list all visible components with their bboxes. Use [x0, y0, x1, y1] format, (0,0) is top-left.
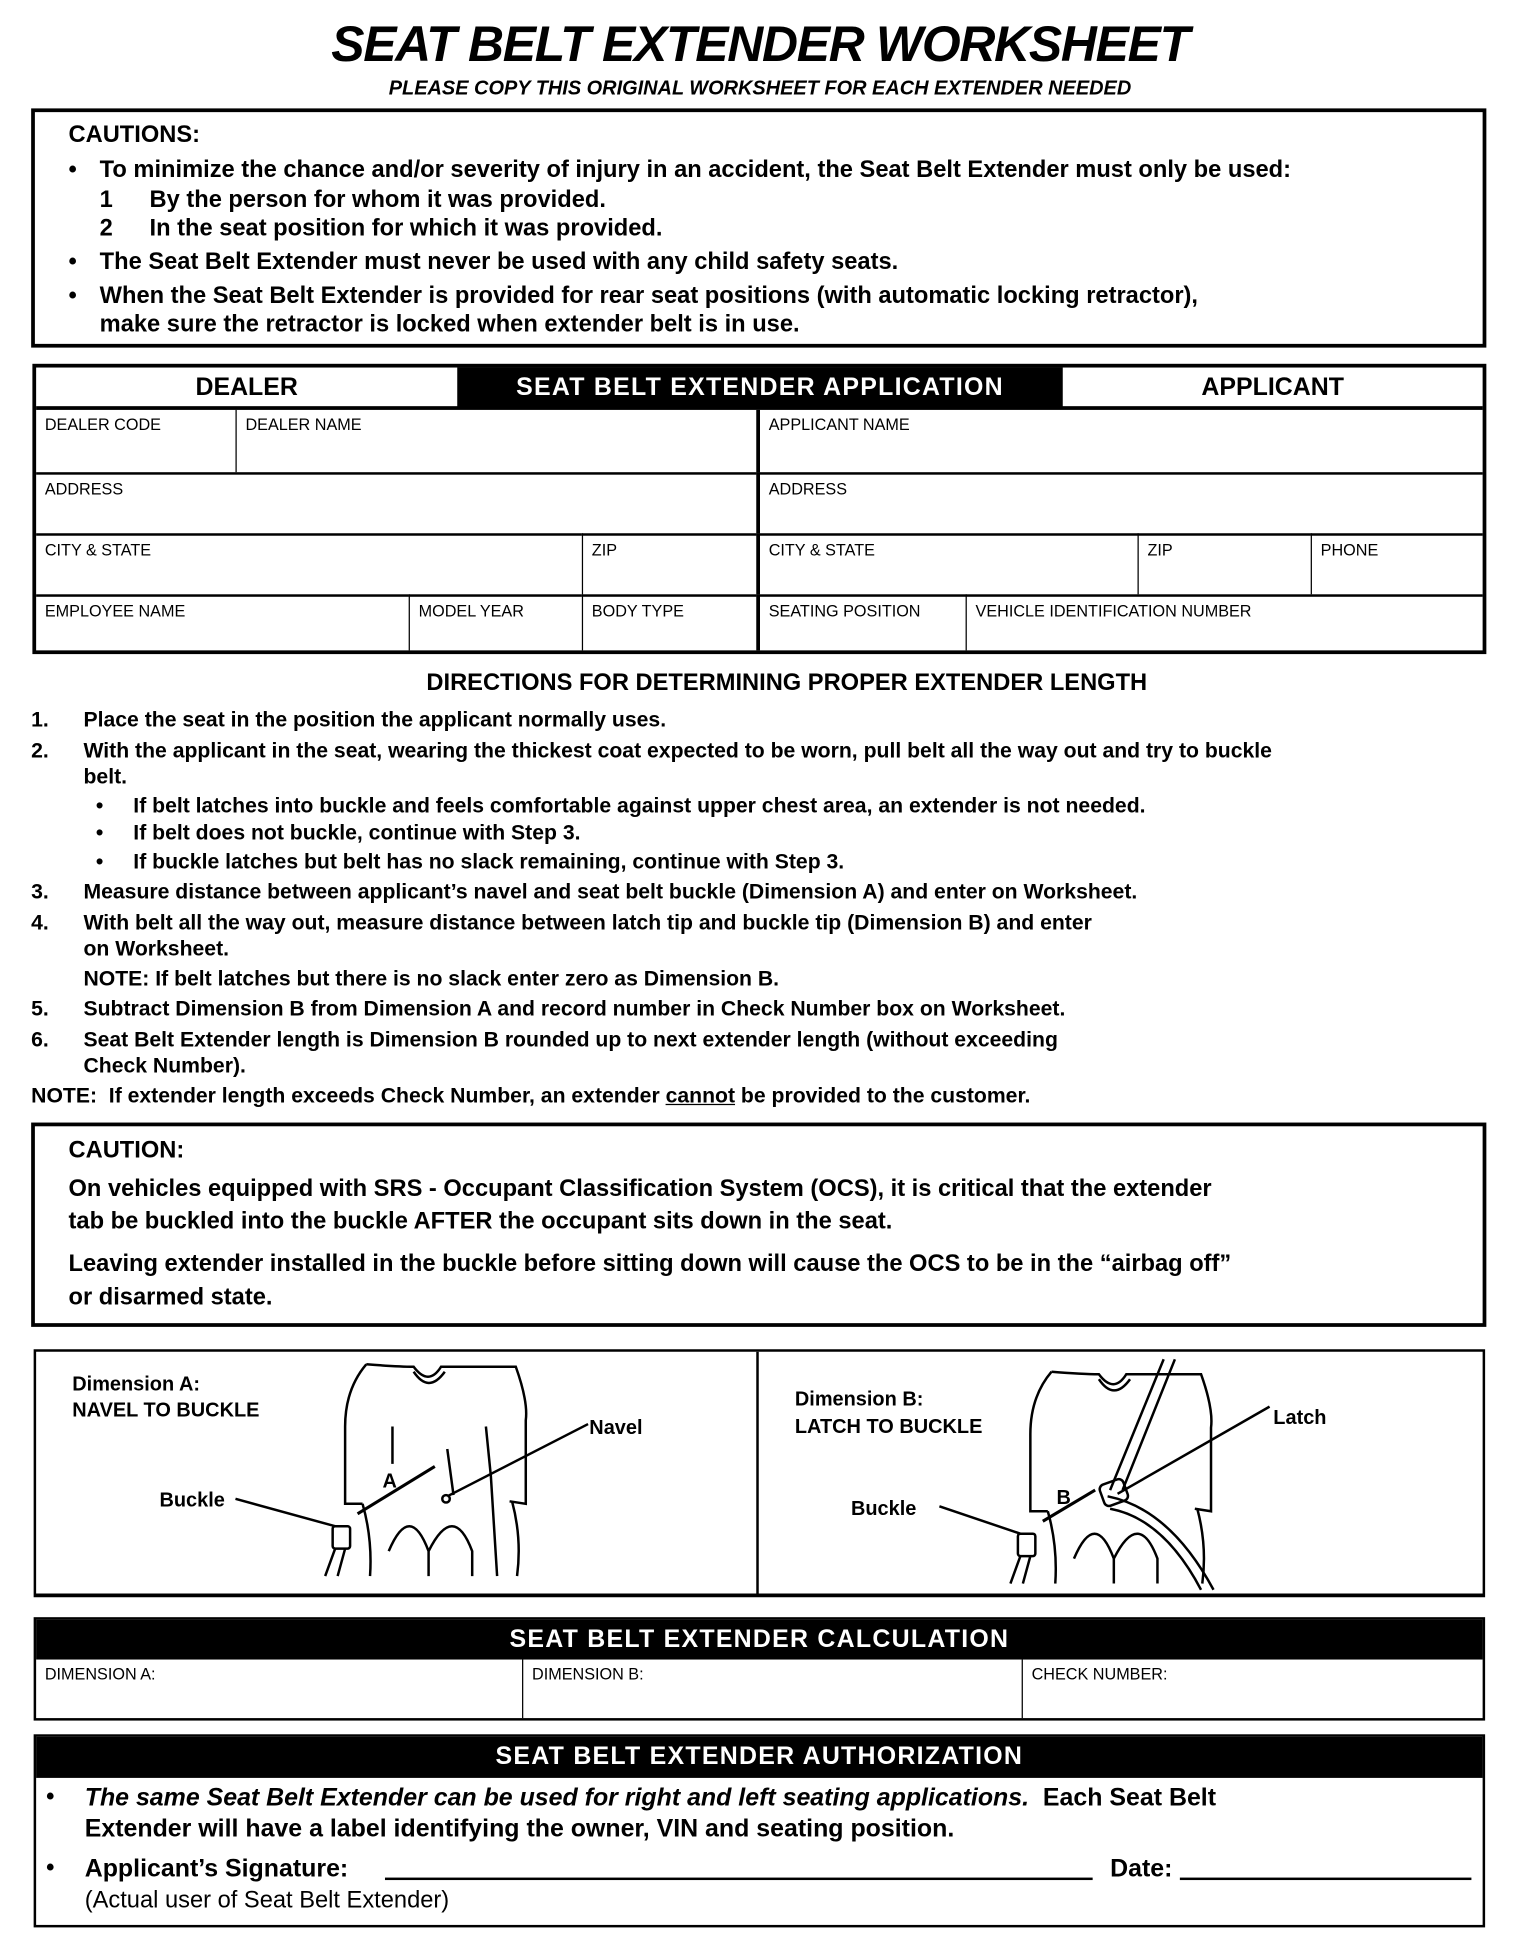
note-text: NOTE: If extender length exceeds Check Number, an extender	[31, 1083, 666, 1108]
dimension-a-subtitle: NAVEL TO BUCKLE	[72, 1400, 260, 1422]
step-note: NOTE: If belt latches but there is no slack enter zero as Dimension B.	[83, 966, 780, 991]
latch-label: Latch	[1273, 1407, 1327, 1430]
caution-text: tab be buckled into the buckle AFTER the occupant sits down in the seat.	[68, 1208, 893, 1235]
bullet: •	[46, 1784, 55, 1811]
caution-text: Leaving extender installed in the buckle before sitting down will cause the OCS to be in the “airbag off”	[68, 1250, 1232, 1278]
dimension-figures	[34, 1349, 1485, 1597]
buckle-label: Buckle	[159, 1490, 225, 1512]
navel-label: Navel	[589, 1417, 643, 1440]
calculation-header: SEAT BELT EXTENDER CALCULATION	[36, 1620, 1482, 1660]
dimension-b-field[interactable]: DIMENSION B:	[522, 1660, 1022, 1719]
step-text: Check Number).	[83, 1054, 246, 1078]
applicant-zip-field[interactable]: ZIP	[1138, 533, 1311, 594]
bullet: •	[95, 793, 104, 818]
bullet: •	[95, 821, 104, 845]
applicant-city-state-field[interactable]: CITY & STATE	[756, 533, 1137, 594]
dimension-a-title: Dimension A:	[72, 1374, 201, 1396]
step-number: 2.	[31, 738, 49, 763]
dimension-a-letter: A	[382, 1471, 397, 1493]
seating-position-field[interactable]: SEATING POSITION	[756, 594, 965, 650]
ocs-caution-box	[31, 1123, 1486, 1327]
authorization-section	[34, 1734, 1485, 1927]
step-text: Subtract Dimension B from Dimension A and record number in Check Number box on Worksheet.	[83, 996, 1066, 1021]
application-header: SEAT BELT EXTENDER APPLICATION	[457, 368, 1063, 409]
final-note	[31, 1083, 1030, 1109]
step-text: Measure distance between applicant’s navel and seat belt buckle (Dimension A) and enter on Worksheet.	[83, 879, 1138, 904]
caution-text: The Seat Belt Extender must never be used with any child safety seats.	[99, 249, 899, 276]
step-number: 3.	[31, 879, 49, 904]
dealer-city-state-field[interactable]: CITY & STATE	[36, 533, 582, 594]
step-text: belt.	[83, 764, 128, 789]
step-number: 6.	[31, 1027, 49, 1052]
caution-text: or disarmed state.	[68, 1284, 273, 1311]
caution-heading: CAUTION:	[68, 1137, 185, 1164]
date-label: Date:	[1110, 1855, 1173, 1883]
bullet: •	[46, 1855, 55, 1882]
step-number: 5.	[31, 996, 49, 1021]
bullet: •	[95, 849, 104, 874]
check-number-field[interactable]: CHECK NUMBER:	[1022, 1660, 1483, 1719]
caution-text: On vehicles equipped with SRS - Occupant Classification System (OCS), it is critical that the extender	[68, 1176, 1212, 1203]
step-bullet-text: If buckle latches but belt has no slack remaining, continue with Step 3.	[133, 849, 845, 874]
step-text: Seat Belt Extender length is Dimension B rounded up to next extender length (without exceeding	[83, 1027, 1058, 1052]
sub-number: 2	[99, 215, 113, 242]
signature-note: (Actual user of Seat Belt Extender)	[84, 1887, 450, 1914]
directions-heading: DIRECTIONS FOR DETERMINING PROPER EXTENDER LENGTH	[426, 670, 1148, 697]
cautions-box	[31, 108, 1486, 347]
model-year-field[interactable]: MODEL YEAR	[409, 594, 582, 650]
bullet: •	[68, 156, 77, 184]
applicant-header: APPLICANT	[1201, 373, 1344, 402]
bullet: •	[68, 249, 77, 276]
dealer-name-field[interactable]: DEALER NAME	[235, 410, 756, 472]
bullet: •	[68, 282, 77, 309]
step-text: With the applicant in the seat, wearing the thickest coat expected to be worn, pull belt all the way out and try to buckle	[83, 738, 1272, 763]
sub-number: 1	[99, 186, 113, 214]
phone-field[interactable]: PHONE	[1311, 533, 1483, 594]
applicant-name-field[interactable]: APPLICANT NAME	[756, 410, 1482, 472]
authorization-text: Each Seat Belt	[1029, 1784, 1217, 1812]
page-title: SEAT BELT EXTENDER WORKSHEET	[331, 17, 1189, 73]
dimension-b-letter: B	[1056, 1487, 1071, 1509]
dealer-address-field[interactable]: ADDRESS	[36, 472, 756, 533]
step-number: 4.	[31, 910, 49, 935]
buckle-label: Buckle	[850, 1498, 917, 1520]
dealer-zip-field[interactable]: ZIP	[582, 533, 756, 594]
caution-text: To minimize the chance and/or severity of injury in an accident, the Seat Belt Extender must only be used:	[99, 156, 1292, 184]
calculation-section	[34, 1617, 1485, 1720]
date-line[interactable]	[1180, 1878, 1472, 1880]
note-emphasis: cannot	[665, 1083, 736, 1108]
step-text: With belt all the way out, measure distance between latch tip and buckle tip (Dimension B) and enter	[83, 910, 1092, 935]
applicant-address-field[interactable]: ADDRESS	[756, 472, 1482, 533]
body-type-field[interactable]: BODY TYPE	[582, 594, 756, 650]
step-bullet-text: If belt does not buckle, continue with Step 3.	[133, 821, 581, 845]
authorization-text: Extender will have a label identifying the owner, VIN and seating position.	[84, 1815, 955, 1843]
employee-name-field[interactable]: EMPLOYEE NAME	[36, 594, 409, 650]
caution-text: When the Seat Belt Extender is provided for rear seat positions (with automatic locking retractor),	[99, 282, 1199, 309]
dimension-b-subtitle: LATCH TO BUCKLE	[794, 1416, 983, 1438]
dealer-code-field[interactable]: DEALER CODE	[44, 414, 161, 434]
caution-text: By the person for whom it was provided.	[149, 186, 606, 214]
dealer-header: DEALER	[195, 373, 298, 402]
dimension-a-field[interactable]: DIMENSION A:	[44, 1664, 156, 1684]
caution-text: make sure the retractor is locked when extender belt is in use.	[99, 311, 800, 338]
authorization-text	[85, 1783, 1216, 1813]
authorization-italic-text: The same Seat Belt Extender can be used for right and left seating applications.	[84, 1784, 1030, 1812]
cautions-heading: CAUTIONS:	[68, 122, 201, 149]
signature-label: Applicant’s Signature:	[84, 1855, 349, 1883]
step-text: Place the seat in the position the applicant normally uses.	[83, 707, 667, 732]
torso-illustration-a	[36, 1352, 1482, 1595]
application-form	[32, 364, 1486, 654]
step-number: 1.	[31, 707, 49, 732]
step-bullet-text: If belt latches into buckle and feels comfortable against upper chest area, an extender is not needed.	[133, 793, 1146, 818]
page-subtitle: PLEASE COPY THIS ORIGINAL WORKSHEET FOR EACH EXTENDER NEEDED	[388, 78, 1132, 100]
dimension-b-title: Dimension B:	[794, 1389, 924, 1411]
signature-line[interactable]	[385, 1878, 1093, 1880]
caution-text: In the seat position for which it was provided.	[149, 215, 663, 242]
note-text: be provided to the customer.	[735, 1083, 1031, 1108]
step-text: on Worksheet.	[83, 936, 230, 961]
vin-field[interactable]: VEHICLE IDENTIFICATION NUMBER	[966, 594, 1483, 650]
authorization-header: SEAT BELT EXTENDER AUTHORIZATION	[36, 1737, 1482, 1778]
